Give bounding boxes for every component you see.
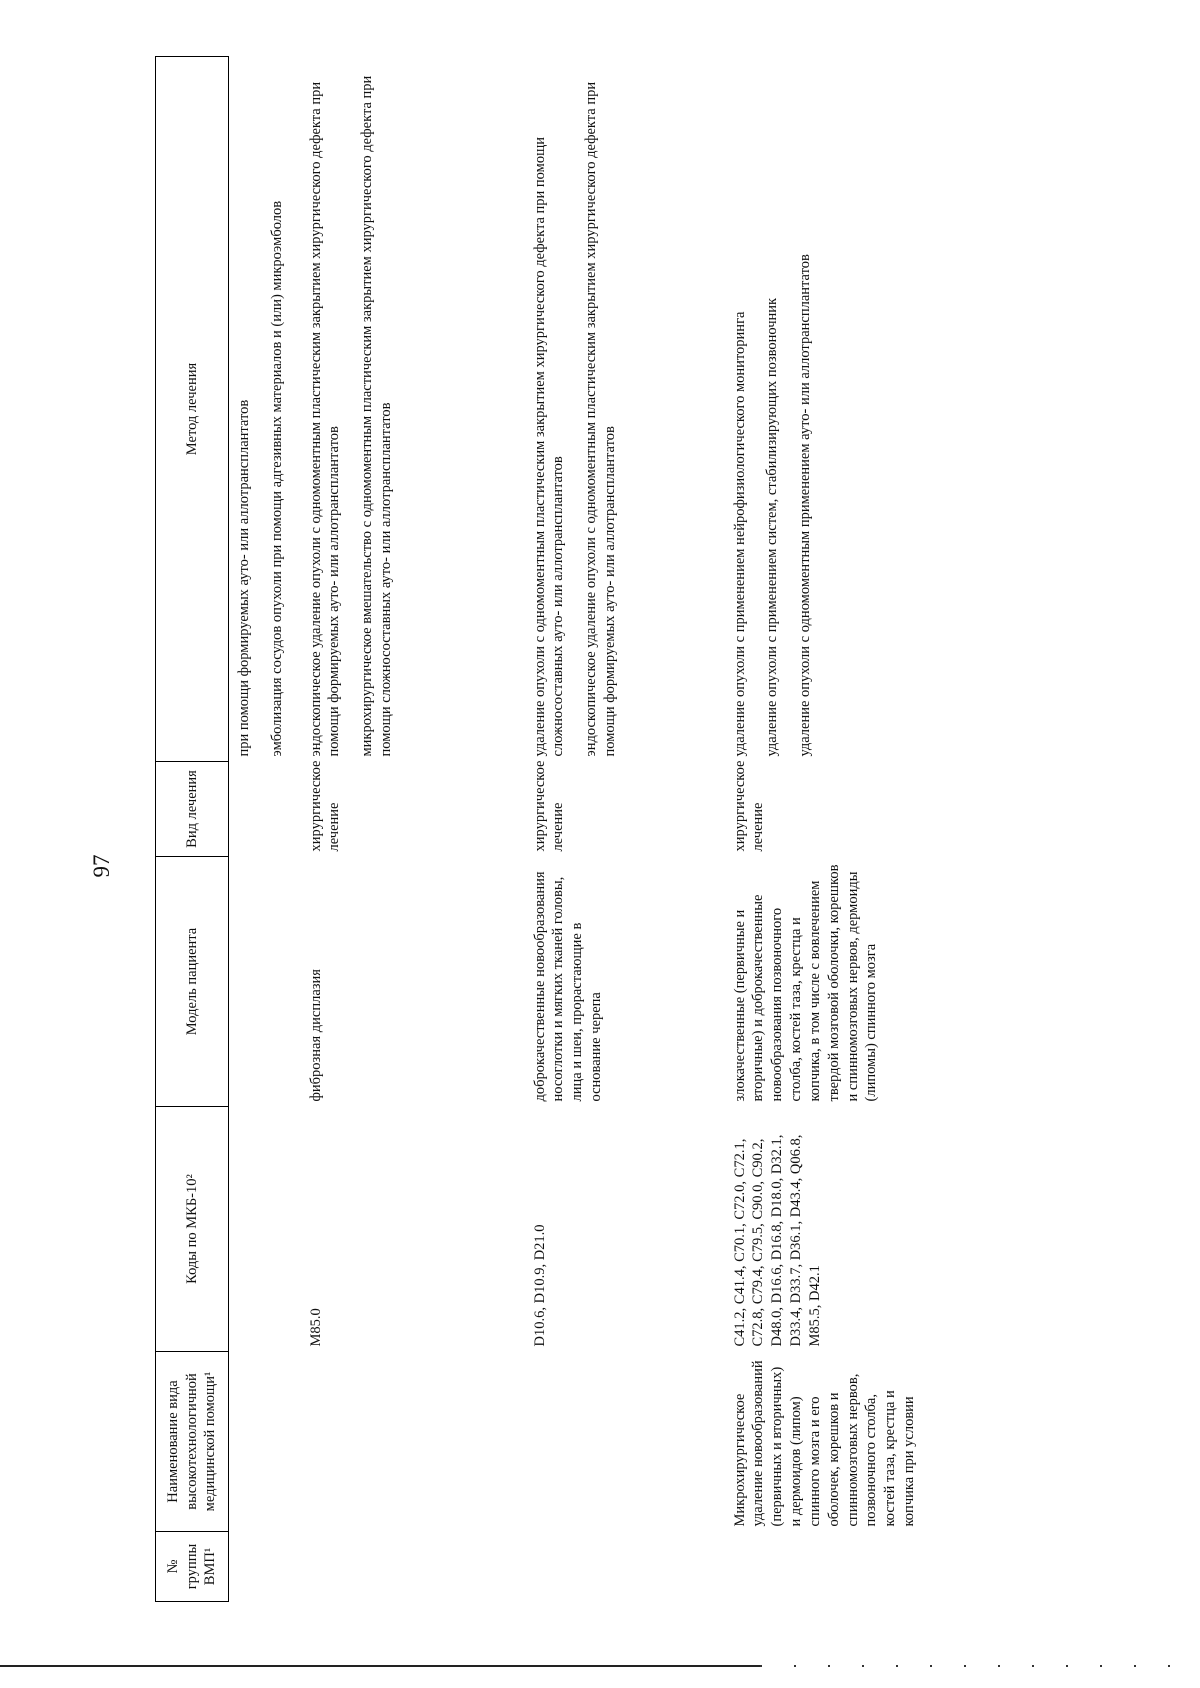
cell-method (525, 57, 725, 762)
cell-num (725, 1532, 923, 1602)
header-row (156, 57, 229, 1602)
table-row (301, 57, 525, 1602)
method-item: удаление опухоли с применением систем, стабилизирующих позвоночник (764, 297, 781, 757)
cell-codes (229, 1107, 301, 1352)
cell-method (301, 57, 525, 762)
cell-name (229, 1352, 301, 1532)
cell-codes: M85.0 (307, 1308, 324, 1347)
cell-num (525, 1532, 725, 1602)
method-item: при помощи формируемых ауто- или аллотрансплантатов (236, 399, 252, 757)
method-item: удаление опухоли с применением нейрофизиологического мониторинга (731, 311, 748, 757)
header-num: № группы ВМП¹ (156, 1532, 229, 1602)
cell-name (301, 1352, 525, 1532)
cell-method (725, 57, 923, 762)
rotated-table-container (155, 57, 1200, 1602)
cell-model: злокачественные (первичные и вторичные) и доброкачественные новообразования позвоночного столба, костей таза, крестца и копчика, в том числе с вовлечением твердой мозговой оболочки, корешков и спинномозговых нервов, дермоиды (липомы) спинного мозга (731, 864, 880, 1102)
vmp-table (155, 56, 923, 1602)
method-item: удаление опухоли с одномоментным применением ауто- или аллотрансплантатов (797, 254, 814, 757)
cell-treatment: хирургическое лечение (731, 760, 767, 852)
page-number: 97 (89, 854, 114, 878)
cell-method (229, 57, 301, 762)
method-item: эмболизация сосудов опухоли при помощи адгезивных материалов и (или) микроэмболов (268, 200, 285, 757)
header-model: Модель пациента (156, 857, 229, 1107)
cell-name: Микрохирургическое удаление новообразований (первичных и вторичных) и дермоидов (липом) спинного мозга и его оболочек, корешков и спинномозговых нервов, позвоночного столба, костей таза, крестца и копчика при условии (731, 1360, 918, 1527)
method-item: удаление опухоли с одномоментным пластическим закрытием хирургического дефекта при помощи сложносоставных ауто- или аллотрансплантатов (531, 136, 567, 757)
method-item: эндоскопическое удаление опухоли с одномоментным пластическим закрытием хирургического дефекта при помощи формируемых ауто- или аллотрансплантатов (307, 81, 343, 757)
header-name: Наименование вида высокотехнологичной медицинской помощи¹ (156, 1352, 229, 1532)
cell-codes: C41.2, C41.4, C70.1, C72.0, C72.1, C72.8, C79.4, C79.5, C90.0, C90.2, D48.0, D16.6, D16.8, D18.0, D32.1, D33.4, D33.7, D36.1, D43.4, Q06.8, M85.5, D42.1 (731, 1134, 823, 1347)
cell-treatment (229, 762, 301, 857)
table-row (725, 57, 923, 1602)
table-row (525, 57, 725, 1602)
cell-treatment: хирургическое лечение (531, 760, 567, 852)
method-item: эндоскопическое удаление опухоли с одномоментным пластическим закрытием хирургического дефекта при помощи формируемых ауто- или аллотрансплантатов (583, 81, 619, 757)
cell-model (229, 857, 301, 1107)
table-row (229, 57, 301, 1602)
header-codes: Коды по МКБ-10² (156, 1107, 229, 1352)
cell-name (525, 1352, 725, 1532)
cell-model: доброкачественные новообразования носоглотки и мягких тканей головы, лица и шеи, прорастающие в основание черепа (531, 871, 605, 1102)
cell-codes: D10.6, D10.9, D21.0 (531, 1224, 548, 1347)
cell-model: фиброзная дисплазия (307, 969, 324, 1102)
cell-num (301, 1532, 525, 1602)
scan-edge-dots (760, 1665, 1190, 1667)
header-treatment: Вид лечения (156, 762, 229, 857)
method-item: микрохирургическое вмешательство с одномоментным пластическим закрытием хирургического дефекта при помощи сложносоставных ауто- или аллотрансплантатов (359, 75, 395, 757)
cell-num (229, 1532, 301, 1602)
scan-edge-line (0, 1665, 760, 1667)
cell-treatment: хирургическое лечение (307, 760, 343, 852)
header-method: Метод лечения (156, 57, 229, 762)
